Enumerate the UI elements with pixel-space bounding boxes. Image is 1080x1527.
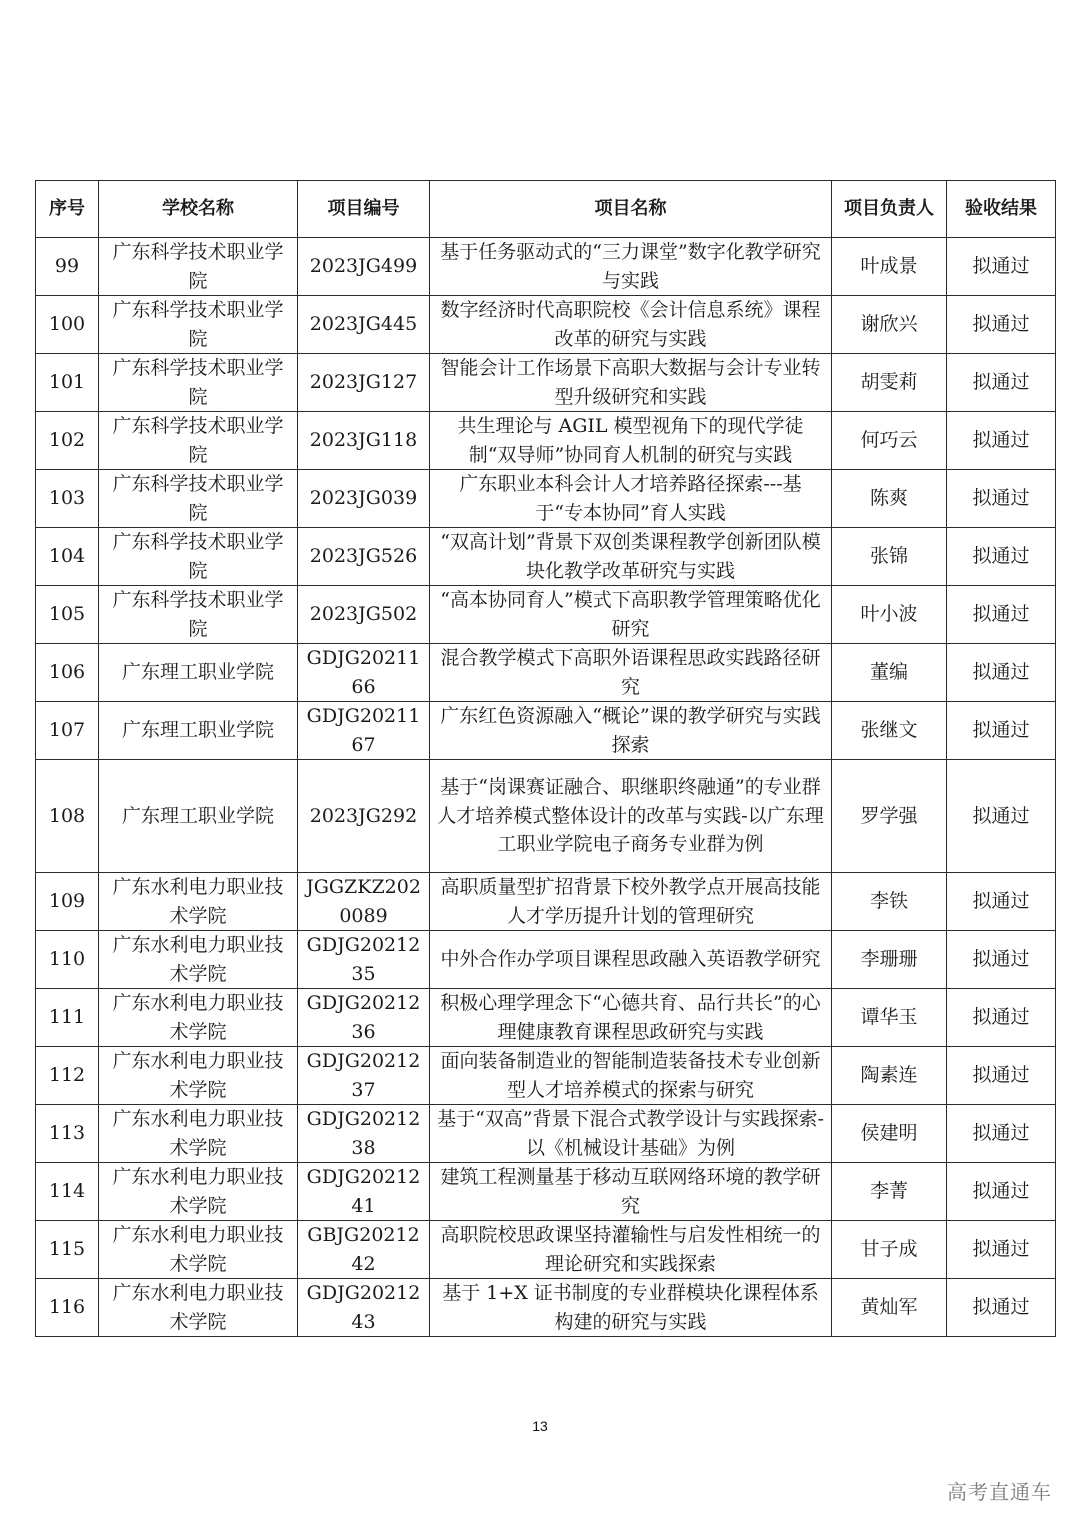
- table-row: [36, 931, 1056, 989]
- cell-result: 拟通过: [947, 470, 1056, 528]
- cell-school: 广东科学技术职业学院: [99, 470, 298, 528]
- header-project-name: 项目名称: [430, 181, 832, 238]
- cell-result: 拟通过: [947, 1279, 1056, 1337]
- cell-school: 广东水利电力职业技术学院: [99, 1221, 298, 1279]
- cell-leader: 李珊珊: [832, 931, 947, 989]
- cell-leader: 谭华玉: [832, 989, 947, 1047]
- cell-name: 广东红色资源融入“概论”课的教学研究与实践探索: [430, 702, 832, 760]
- cell-code: GBJG2021242: [298, 1221, 430, 1279]
- cell-school: 广东理工职业学院: [99, 702, 298, 760]
- cell-name: 基于任务驱动式的“三力课堂”数字化教学研究与实践: [430, 238, 832, 296]
- cell-code: GDJG2021237: [298, 1047, 430, 1105]
- cell-index: 110: [36, 931, 99, 989]
- cell-leader: 罗学强: [832, 760, 947, 873]
- cell-name: 基于“岗课赛证融合、职继职终融通”的专业群人才培养模式整体设计的改革与实践-以广东理工职业学院电子商务专业群为例: [430, 760, 832, 873]
- cell-name: 混合教学模式下高职外语课程思政实践路径研究: [430, 644, 832, 702]
- cell-code: 2023JG127: [298, 354, 430, 412]
- cell-code: 2023JG445: [298, 296, 430, 354]
- table-row: [36, 1047, 1056, 1105]
- header-leader: 项目负责人: [832, 181, 947, 238]
- cell-index: 107: [36, 702, 99, 760]
- cell-name: 基于 1+X 证书制度的专业群模块化课程体系构建的研究与实践: [430, 1279, 832, 1337]
- table-header-row: [36, 181, 1056, 238]
- cell-index: 113: [36, 1105, 99, 1163]
- cell-result: 拟通过: [947, 528, 1056, 586]
- cell-result: 拟通过: [947, 412, 1056, 470]
- cell-result: 拟通过: [947, 760, 1056, 873]
- table-row: [36, 354, 1056, 412]
- cell-result: 拟通过: [947, 931, 1056, 989]
- cell-code: GDJG2021238: [298, 1105, 430, 1163]
- cell-index: 112: [36, 1047, 99, 1105]
- cell-leader: 何巧云: [832, 412, 947, 470]
- cell-code: 2023JG292: [298, 760, 430, 873]
- cell-result: 拟通过: [947, 296, 1056, 354]
- cell-index: 111: [36, 989, 99, 1047]
- table-row: [36, 873, 1056, 931]
- cell-index: 109: [36, 873, 99, 931]
- cell-leader: 黄灿军: [832, 1279, 947, 1337]
- cell-name: 积极心理学理念下“心德共育、品行共长”的心理健康教育课程思政研究与实践: [430, 989, 832, 1047]
- table-row: [36, 644, 1056, 702]
- cell-name: “高本协同育人”模式下高职教学管理策略优化研究: [430, 586, 832, 644]
- cell-leader: 甘子成: [832, 1221, 947, 1279]
- cell-school: 广东理工职业学院: [99, 760, 298, 873]
- cell-leader: 陶素连: [832, 1047, 947, 1105]
- cell-index: 101: [36, 354, 99, 412]
- cell-school: 广东水利电力职业技术学院: [99, 1163, 298, 1221]
- table-body: [36, 238, 1056, 1337]
- cell-name: 中外合作办学项目课程思政融入英语教学研究: [430, 931, 832, 989]
- cell-index: 102: [36, 412, 99, 470]
- cell-school: 广东水利电力职业技术学院: [99, 1105, 298, 1163]
- cell-school: 广东水利电力职业技术学院: [99, 989, 298, 1047]
- cell-leader: 张继文: [832, 702, 947, 760]
- cell-code: 2023JG039: [298, 470, 430, 528]
- table-row: [36, 1221, 1056, 1279]
- cell-name: “双高计划”背景下双创类课程教学创新团队模块化教学改革研究与实践: [430, 528, 832, 586]
- cell-school: 广东科学技术职业学院: [99, 528, 298, 586]
- cell-leader: 侯建明: [832, 1105, 947, 1163]
- watermark-text: 高考直通车: [947, 1480, 1052, 1504]
- table-row: [36, 412, 1056, 470]
- cell-result: 拟通过: [947, 586, 1056, 644]
- cell-index: 108: [36, 760, 99, 873]
- cell-index: 115: [36, 1221, 99, 1279]
- cell-school: 广东水利电力职业技术学院: [99, 1047, 298, 1105]
- cell-leader: 李铁: [832, 873, 947, 931]
- cell-school: 广东科学技术职业学院: [99, 412, 298, 470]
- cell-index: 100: [36, 296, 99, 354]
- cell-code: 2023JG499: [298, 238, 430, 296]
- cell-leader: 李菁: [832, 1163, 947, 1221]
- cell-school: 广东理工职业学院: [99, 644, 298, 702]
- cell-code: GDJG2021166: [298, 644, 430, 702]
- cell-result: 拟通过: [947, 1221, 1056, 1279]
- cell-code: 2023JG526: [298, 528, 430, 586]
- header-project-code: 项目编号: [298, 181, 430, 238]
- cell-school: 广东科学技术职业学院: [99, 354, 298, 412]
- cell-code: 2023JG118: [298, 412, 430, 470]
- cell-leader: 叶成景: [832, 238, 947, 296]
- cell-code: 2023JG502: [298, 586, 430, 644]
- table-row: [36, 238, 1056, 296]
- cell-name: 基于“双高”背景下混合式教学设计与实践探索-以《机械设计基础》为例: [430, 1105, 832, 1163]
- cell-index: 103: [36, 470, 99, 528]
- table-row: [36, 1279, 1056, 1337]
- cell-name: 建筑工程测量基于移动互联网络环境的教学研究: [430, 1163, 832, 1221]
- cell-result: 拟通过: [947, 354, 1056, 412]
- cell-result: 拟通过: [947, 1105, 1056, 1163]
- cell-code: GDJG2021235: [298, 931, 430, 989]
- cell-code: GDJG2021243: [298, 1279, 430, 1337]
- table-row: [36, 296, 1056, 354]
- cell-code: GDJG2021236: [298, 989, 430, 1047]
- cell-leader: 董编: [832, 644, 947, 702]
- table-row: [36, 760, 1056, 873]
- cell-leader: 谢欣兴: [832, 296, 947, 354]
- project-acceptance-table: [35, 180, 1056, 1337]
- cell-result: 拟通过: [947, 873, 1056, 931]
- cell-name: 高职质量型扩招背景下校外教学点开展高技能人才学历提升计划的管理研究: [430, 873, 832, 931]
- cell-school: 广东水利电力职业技术学院: [99, 931, 298, 989]
- cell-leader: 叶小波: [832, 586, 947, 644]
- cell-result: 拟通过: [947, 702, 1056, 760]
- cell-name: 共生理论与 AGIL 模型视角下的现代学徒制“双导师”协同育人机制的研究与实践: [430, 412, 832, 470]
- header-result: 验收结果: [947, 181, 1056, 238]
- cell-name: 智能会计工作场景下高职大数据与会计专业转型升级研究和实践: [430, 354, 832, 412]
- cell-school: 广东科学技术职业学院: [99, 586, 298, 644]
- table-row: [36, 1163, 1056, 1221]
- page-number: 13: [532, 1418, 548, 1434]
- cell-index: 105: [36, 586, 99, 644]
- cell-result: 拟通过: [947, 238, 1056, 296]
- cell-index: 104: [36, 528, 99, 586]
- header-school: 学校名称: [99, 181, 298, 238]
- table-row: [36, 470, 1056, 528]
- cell-name: 面向装备制造业的智能制造装备技术专业创新型人才培养模式的探索与研究: [430, 1047, 832, 1105]
- cell-name: 数字经济时代高职院校《会计信息系统》课程改革的研究与实践: [430, 296, 832, 354]
- cell-name: 广东职业本科会计人才培养路径探索---基于“专本协同”育人实践: [430, 470, 832, 528]
- cell-name: 高职院校思政课坚持灌输性与启发性相统一的理论研究和实践探索: [430, 1221, 832, 1279]
- cell-index: 99: [36, 238, 99, 296]
- cell-index: 116: [36, 1279, 99, 1337]
- table-row: [36, 586, 1056, 644]
- cell-code: GDJG2021241: [298, 1163, 430, 1221]
- table-row: [36, 1105, 1056, 1163]
- header-index: 序号: [36, 181, 99, 238]
- cell-school: 广东科学技术职业学院: [99, 296, 298, 354]
- cell-leader: 陈爽: [832, 470, 947, 528]
- cell-code: GDJG2021167: [298, 702, 430, 760]
- cell-school: 广东水利电力职业技术学院: [99, 1279, 298, 1337]
- cell-leader: 张锦: [832, 528, 947, 586]
- cell-result: 拟通过: [947, 989, 1056, 1047]
- table-row: [36, 528, 1056, 586]
- cell-index: 106: [36, 644, 99, 702]
- cell-result: 拟通过: [947, 1047, 1056, 1105]
- table-row: [36, 989, 1056, 1047]
- cell-school: 广东科学技术职业学院: [99, 238, 298, 296]
- cell-code: JGGZKZ2020089: [298, 873, 430, 931]
- cell-school: 广东水利电力职业技术学院: [99, 873, 298, 931]
- cell-leader: 胡雯莉: [832, 354, 947, 412]
- table-row: [36, 702, 1056, 760]
- cell-index: 114: [36, 1163, 99, 1221]
- cell-result: 拟通过: [947, 1163, 1056, 1221]
- cell-result: 拟通过: [947, 644, 1056, 702]
